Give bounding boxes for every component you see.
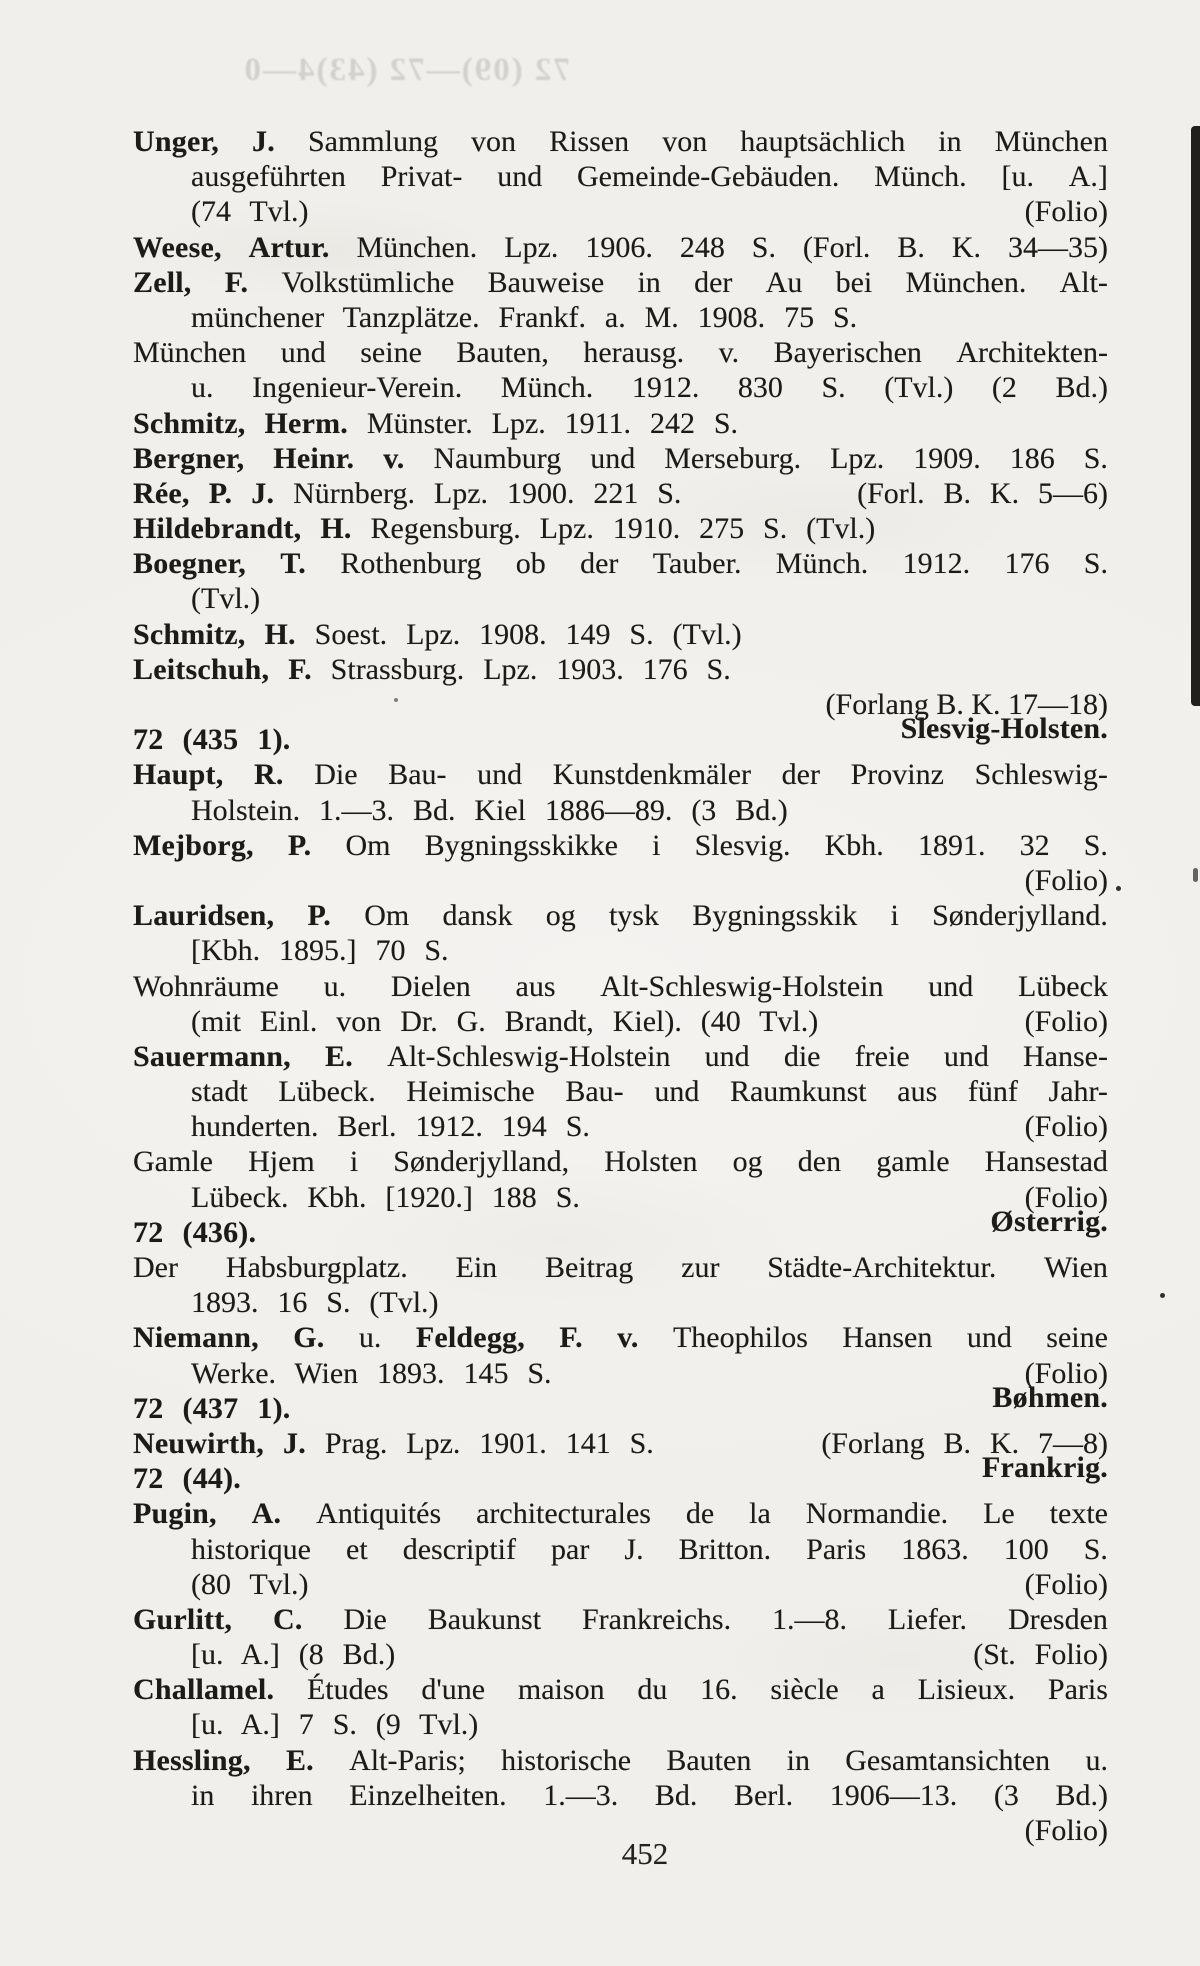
entry-line: Schmitz, Herm. Münster. Lpz. 1911. 242 S. [133,406,739,440]
entry-line: Rée, P. J. Nürnberg. Lpz. 1900. 221 S. (Forl. B. K. 5—6) [133,476,1108,510]
entry-line: Challamel. Études d'une maison du 16. siècle a Lisieux. Paris [133,1673,1108,1707]
entry-line: Wohnräume u. Dielen aus Alt-Schleswig-Holstein und Lübeck [133,969,1108,1003]
entry-line: in ihren Einzelheiten. 1.—3. Bd. Berl. 1906—13. (3 Bd.) [191,1778,1108,1812]
entry-line: 72 (44). Frankrig. [133,1451,1108,1496]
ghost-bleed-through-text: 72 (09)—72 (43)4—0 [242,52,570,88]
entry-line: (Folio) [1024,1814,1108,1847]
entry-line: (Forlang B. K. 17—18) [825,688,1108,721]
entry-line: Gurlitt, C. Die Baukunst Frankreichs. 1.—8. Liefer. Dresden [133,1602,1108,1636]
entry-line: Gamle Hjem i Sønderjylland, Holsten og den gamle Hansestad [133,1145,1108,1179]
entry-line: Leitschuh, F. Strassburg. Lpz. 1903. 176 S. [133,652,731,686]
entry-line: Mejborg, P. Om Bygningsskikke i Slesvig. Kbh. 1891. 32 S. [133,828,1108,862]
entry-line: [u. A.] 7 S. (9 Tvl.) [191,1708,479,1742]
entry-line: Lauridsen, P. Om dansk og tysk Bygningsskik i Sønderjylland. [133,899,1108,933]
entry-line: 72 (435 1). Slesvig-Holsten. [133,712,1108,757]
page-number: 452 [621,1836,669,1871]
entry-line: (74 Tvl.) (Folio) [191,195,1108,229]
entry-line: münchener Tanzplätze. Frankf. a. M. 1908. 75 S. [191,300,858,334]
entry-line: Haupt, R. Die Bau- und Kunstdenkmäler der Provinz Schleswig- [133,758,1108,792]
entry-line: Neuwirth, J. Prag. Lpz. 1901. 141 S. (Forlang B. K. 7—8) [133,1426,1108,1460]
entry-line: Sauermann, E. Alt-Schleswig-Holstein und die freie und Hanse- [133,1039,1108,1073]
scan-edge-artifact [1191,126,1200,706]
entry-line: Pugin, A. Antiquités architecturales de la Normandie. Le texte [133,1497,1108,1531]
entry-line: Boegner, T. Rothenburg ob der Tauber. Münch. 1912. 176 S. [133,547,1108,581]
entry-line: (mit Einl. von Dr. G. Brandt, Kiel). (40 Tvl.) (Folio) [191,1004,1108,1038]
entry-line: 1893. 16 S. (Tvl.) [191,1286,439,1320]
entry-line: [u. A.] (8 Bd.) (St. Folio) [191,1638,1108,1672]
entry-line: stadt Lübeck. Heimische Bau- und Raumkunst aus fünf Jahr- [191,1075,1108,1109]
entry-line: [Kbh. 1895.] 70 S. [191,934,449,968]
entry-line: ausgeführten Privat- und Gemeinde-Gebäuden. Münch. [u. A.] [191,160,1108,194]
scan-speck [1160,1293,1165,1298]
entry-line: Lübeck. Kbh. [1920.] 188 S. (Folio) [191,1180,1108,1214]
scan-edge-artifact-small [1193,868,1198,882]
entry-line: Niemann, G. u. Feldegg, F. v. Theophilos Hansen und seine [133,1321,1108,1355]
entry-line: Hessling, E. Alt-Paris; historische Bauten in Gesamtansichten u. [133,1743,1108,1777]
entry-line: (Tvl.) [191,582,261,616]
bibliography-text-block [133,124,1108,1848]
scan-speck [1116,886,1121,891]
entry-line: u. Ingenieur-Verein. Münch. 1912. 830 S. (Tvl.) (2 Bd.) [191,371,1108,405]
entry-line: hunderten. Berl. 1912. 194 S. (Folio) [191,1110,1108,1144]
entry-line: Bergner, Heinr. v. Naumburg und Merseburg. Lpz. 1909. 186 S. [133,441,1108,475]
entry-line: (80 Tvl.) (Folio) [191,1567,1108,1601]
entry-line: 72 (436). Østerrig. [133,1204,1108,1249]
entry-line: Werke. Wien 1893. 145 S. (Folio) [191,1356,1108,1390]
entry-line: Unger, J. Sammlung von Rissen von hauptsächlich in München [133,125,1108,158]
entry-line: Holstein. 1.—3. Bd. Kiel 1886—89. (3 Bd.) [191,793,788,827]
entry-line: Der Habsburgplatz. Ein Beitrag zur Städte-Architektur. Wien [133,1251,1108,1284]
scan-speck [394,698,398,702]
entry-line: Schmitz, H. Soest. Lpz. 1908. 149 S. (Tvl.) [133,617,742,651]
entry-line: 72 (437 1). Bøhmen. [133,1380,1108,1425]
entry-line: Hildebrandt, H. Regensburg. Lpz. 1910. 275 S. (Tvl.) [133,512,876,546]
entry-line: (Folio) [1024,863,1108,897]
entry-line: Zell, F. Volkstümliche Bauweise in der Au bei München. Alt- [133,265,1108,299]
entry-line: historique et descriptif par J. Britton. Paris 1863. 100 S. [191,1532,1108,1566]
entry-line: München und seine Bauten, herausg. v. Bayerischen Architekten- [133,336,1108,370]
entry-line: Weese, Artur. München. Lpz. 1906. 248 S. (Forl. B. K. 34—35) [133,230,1108,264]
